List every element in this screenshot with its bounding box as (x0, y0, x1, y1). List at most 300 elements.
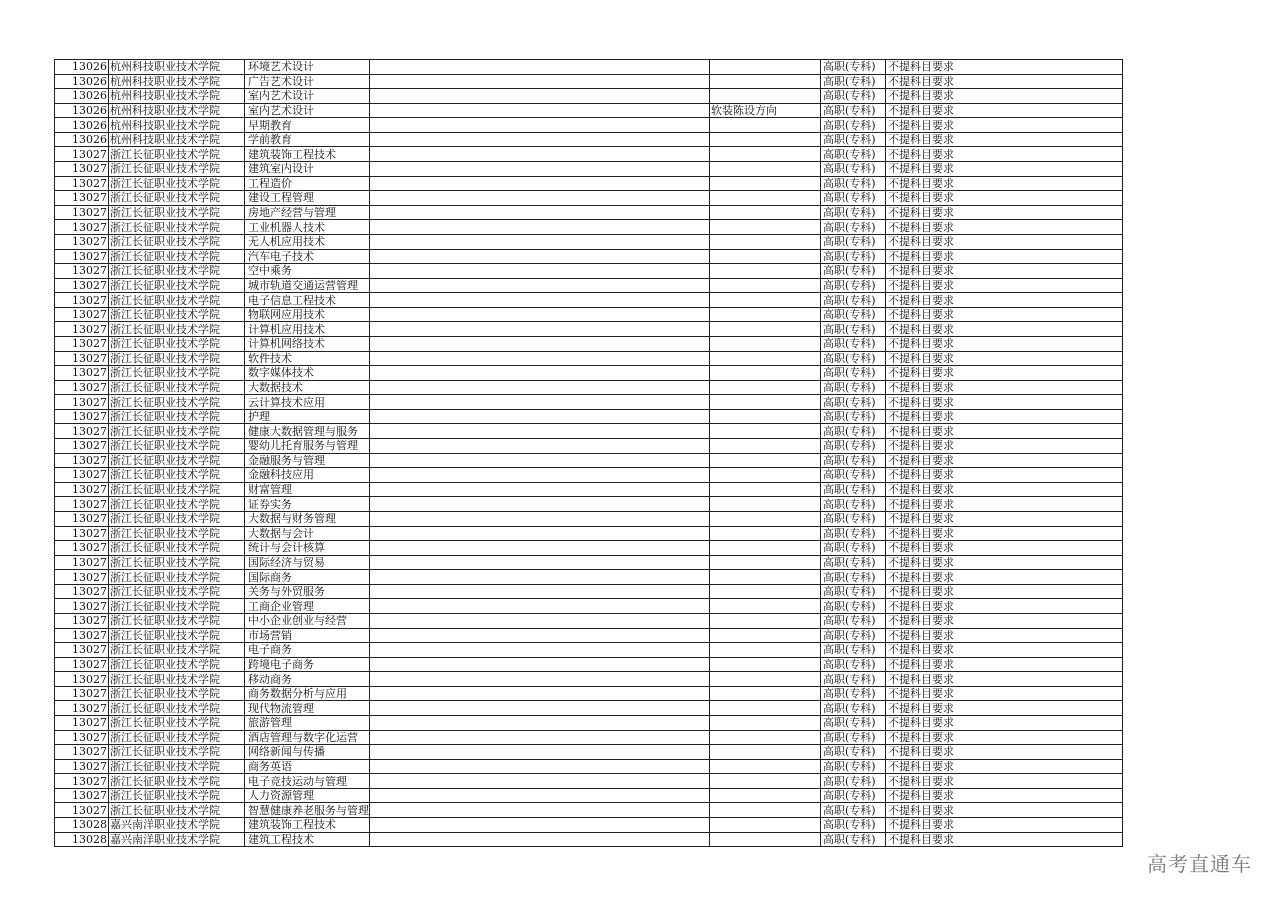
major-name-cell: 网络新闻与传播 (245, 745, 370, 760)
school-name-cell: 杭州科技职业技术学院 (109, 74, 245, 89)
table-row (55, 147, 1123, 162)
level-cell: 高职(专科) (821, 380, 886, 395)
school-code-cell: 13027 (55, 628, 109, 643)
remark-cell (370, 628, 710, 643)
major-name-cell: 金融服务与管理 (245, 453, 370, 468)
remark-cell (370, 672, 710, 687)
major-name-cell: 无人机应用技术 (245, 234, 370, 249)
subject-requirement-cell: 不提科目要求 (886, 643, 1123, 658)
subject-requirement-cell: 不提科目要求 (886, 336, 1123, 351)
direction-cell (710, 774, 821, 789)
school-name-cell: 浙江长征职业技术学院 (109, 293, 245, 308)
subject-requirement-cell: 不提科目要求 (886, 803, 1123, 818)
major-name-cell: 商务数据分析与应用 (245, 686, 370, 701)
school-name-cell: 浙江长征职业技术学院 (109, 191, 245, 206)
direction-cell (710, 803, 821, 818)
level-cell: 高职(专科) (821, 176, 886, 191)
major-name-cell: 软件技术 (245, 351, 370, 366)
level-cell: 高职(专科) (821, 336, 886, 351)
subject-requirement-cell: 不提科目要求 (886, 788, 1123, 803)
major-name-cell: 云计算技术应用 (245, 395, 370, 410)
level-cell: 高职(专科) (821, 249, 886, 264)
major-name-cell: 大数据与财务管理 (245, 511, 370, 526)
table-row (55, 176, 1123, 191)
remark-cell (370, 278, 710, 293)
subject-requirement-cell: 不提科目要求 (886, 745, 1123, 760)
subject-requirement-cell: 不提科目要求 (886, 366, 1123, 381)
subject-requirement-cell: 不提科目要求 (886, 191, 1123, 206)
table-row (55, 716, 1123, 731)
level-cell: 高职(专科) (821, 132, 886, 147)
subject-requirement-cell: 不提科目要求 (886, 759, 1123, 774)
table-row (55, 366, 1123, 381)
table-row (55, 234, 1123, 249)
major-name-cell: 工业机器人技术 (245, 220, 370, 235)
direction-cell (710, 759, 821, 774)
table-row (55, 788, 1123, 803)
direction-cell (710, 424, 821, 439)
major-name-cell: 室内艺术设计 (245, 89, 370, 104)
school-code-cell: 13027 (55, 264, 109, 279)
major-name-cell: 证券实务 (245, 497, 370, 512)
school-code-cell: 13026 (55, 132, 109, 147)
remark-cell (370, 511, 710, 526)
table-row (55, 60, 1123, 75)
school-code-cell: 13027 (55, 526, 109, 541)
level-cell: 高职(专科) (821, 570, 886, 585)
subject-requirement-cell: 不提科目要求 (886, 176, 1123, 191)
direction-cell (710, 511, 821, 526)
direction-cell (710, 613, 821, 628)
direction-cell (710, 832, 821, 847)
school-name-cell: 浙江长征职业技术学院 (109, 599, 245, 614)
school-code-cell: 13027 (55, 336, 109, 351)
school-code-cell: 13026 (55, 60, 109, 75)
direction-cell: 软装陈设方向 (710, 103, 821, 118)
direction-cell (710, 249, 821, 264)
table-row (55, 249, 1123, 264)
remark-cell (370, 701, 710, 716)
table-row (55, 570, 1123, 585)
remark-cell (370, 380, 710, 395)
subject-requirement-cell: 不提科目要求 (886, 613, 1123, 628)
direction-cell (710, 686, 821, 701)
school-name-cell: 浙江长征职业技术学院 (109, 439, 245, 454)
level-cell: 高职(专科) (821, 439, 886, 454)
table-row (55, 555, 1123, 570)
school-code-cell: 13027 (55, 293, 109, 308)
subject-requirement-cell: 不提科目要求 (886, 774, 1123, 789)
school-code-cell: 13027 (55, 191, 109, 206)
school-code-cell: 13027 (55, 774, 109, 789)
subject-requirement-cell: 不提科目要求 (886, 147, 1123, 162)
remark-cell (370, 118, 710, 133)
table-row (55, 628, 1123, 643)
remark-cell (370, 570, 710, 585)
school-name-cell: 浙江长征职业技术学院 (109, 803, 245, 818)
level-cell: 高职(专科) (821, 395, 886, 410)
table-row (55, 278, 1123, 293)
major-name-cell: 城市轨道交通运营管理 (245, 278, 370, 293)
level-cell: 高职(专科) (821, 468, 886, 483)
remark-cell (370, 307, 710, 322)
remark-cell (370, 774, 710, 789)
school-code-cell: 13027 (55, 541, 109, 556)
direction-cell (710, 366, 821, 381)
table-row (55, 643, 1123, 658)
level-cell: 高职(专科) (821, 409, 886, 424)
major-name-cell: 大数据与会计 (245, 526, 370, 541)
direction-cell (710, 453, 821, 468)
table-row (55, 395, 1123, 410)
table-row (55, 482, 1123, 497)
remark-cell (370, 745, 710, 760)
school-name-cell: 浙江长征职业技术学院 (109, 307, 245, 322)
school-name-cell: 浙江长征职业技术学院 (109, 716, 245, 731)
major-name-cell: 跨境电子商务 (245, 657, 370, 672)
major-name-cell: 房地产经营与管理 (245, 205, 370, 220)
level-cell: 高职(专科) (821, 60, 886, 75)
school-name-cell: 浙江长征职业技术学院 (109, 745, 245, 760)
remark-cell (370, 103, 710, 118)
major-name-cell: 护理 (245, 409, 370, 424)
major-name-cell: 移动商务 (245, 672, 370, 687)
school-code-cell: 13026 (55, 89, 109, 104)
level-cell: 高职(专科) (821, 643, 886, 658)
direction-cell (710, 89, 821, 104)
school-name-cell: 浙江长征职业技术学院 (109, 788, 245, 803)
table-row (55, 162, 1123, 177)
level-cell: 高职(专科) (821, 774, 886, 789)
major-name-cell: 电子信息工程技术 (245, 293, 370, 308)
subject-requirement-cell: 不提科目要求 (886, 439, 1123, 454)
school-name-cell: 浙江长征职业技术学院 (109, 234, 245, 249)
subject-requirement-cell: 不提科目要求 (886, 89, 1123, 104)
subject-requirement-cell: 不提科目要求 (886, 570, 1123, 585)
subject-requirement-cell: 不提科目要求 (886, 716, 1123, 731)
table-row (55, 439, 1123, 454)
major-name-cell: 建筑装饰工程技术 (245, 147, 370, 162)
direction-cell (710, 307, 821, 322)
table-row (55, 613, 1123, 628)
major-name-cell: 市场营销 (245, 628, 370, 643)
subject-requirement-cell: 不提科目要求 (886, 322, 1123, 337)
school-name-cell: 嘉兴南洋职业技术学院 (109, 818, 245, 833)
level-cell: 高职(专科) (821, 716, 886, 731)
subject-requirement-cell: 不提科目要求 (886, 686, 1123, 701)
level-cell: 高职(专科) (821, 278, 886, 293)
school-code-cell: 13027 (55, 716, 109, 731)
table-row (55, 453, 1123, 468)
subject-requirement-cell: 不提科目要求 (886, 832, 1123, 847)
direction-cell (710, 380, 821, 395)
school-name-cell: 浙江长征职业技术学院 (109, 424, 245, 439)
subject-requirement-cell: 不提科目要求 (886, 818, 1123, 833)
school-name-cell: 浙江长征职业技术学院 (109, 672, 245, 687)
direction-cell (710, 497, 821, 512)
subject-requirement-cell: 不提科目要求 (886, 118, 1123, 133)
level-cell: 高职(专科) (821, 657, 886, 672)
remark-cell (370, 482, 710, 497)
remark-cell (370, 803, 710, 818)
school-name-cell: 杭州科技职业技术学院 (109, 132, 245, 147)
direction-cell (710, 526, 821, 541)
remark-cell (370, 453, 710, 468)
school-name-cell: 浙江长征职业技术学院 (109, 759, 245, 774)
school-name-cell: 浙江长征职业技术学院 (109, 468, 245, 483)
subject-requirement-cell: 不提科目要求 (886, 409, 1123, 424)
school-name-cell: 浙江长征职业技术学院 (109, 278, 245, 293)
school-code-cell: 13027 (55, 482, 109, 497)
school-code-cell: 13027 (55, 599, 109, 614)
subject-requirement-cell: 不提科目要求 (886, 541, 1123, 556)
remark-cell (370, 526, 710, 541)
subject-requirement-cell: 不提科目要求 (886, 526, 1123, 541)
subject-requirement-cell: 不提科目要求 (886, 249, 1123, 264)
major-name-cell: 汽车电子技术 (245, 249, 370, 264)
subject-requirement-cell: 不提科目要求 (886, 468, 1123, 483)
major-name-cell: 工商企业管理 (245, 599, 370, 614)
level-cell: 高职(专科) (821, 803, 886, 818)
remark-cell (370, 366, 710, 381)
remark-cell (370, 584, 710, 599)
remark-cell (370, 468, 710, 483)
school-name-cell: 浙江长征职业技术学院 (109, 526, 245, 541)
school-name-cell: 浙江长征职业技术学院 (109, 409, 245, 424)
subject-requirement-cell: 不提科目要求 (886, 162, 1123, 177)
remark-cell (370, 818, 710, 833)
remark-cell (370, 716, 710, 731)
direction-cell (710, 672, 821, 687)
school-code-cell: 13027 (55, 395, 109, 410)
direction-cell (710, 788, 821, 803)
level-cell: 高职(专科) (821, 74, 886, 89)
school-name-cell: 浙江长征职业技术学院 (109, 336, 245, 351)
direction-cell (710, 336, 821, 351)
direction-cell (710, 60, 821, 75)
level-cell: 高职(专科) (821, 220, 886, 235)
school-code-cell: 13027 (55, 570, 109, 585)
major-name-cell: 数字媒体技术 (245, 366, 370, 381)
school-code-cell: 13026 (55, 74, 109, 89)
remark-cell (370, 439, 710, 454)
school-name-cell: 浙江长征职业技术学院 (109, 774, 245, 789)
subject-requirement-cell: 不提科目要求 (886, 307, 1123, 322)
table-row (55, 730, 1123, 745)
level-cell: 高职(专科) (821, 672, 886, 687)
subject-requirement-cell: 不提科目要求 (886, 701, 1123, 716)
school-code-cell: 13027 (55, 497, 109, 512)
major-name-cell: 工程造价 (245, 176, 370, 191)
subject-requirement-cell: 不提科目要求 (886, 555, 1123, 570)
table-row (55, 526, 1123, 541)
school-name-cell: 浙江长征职业技术学院 (109, 555, 245, 570)
table-row (55, 745, 1123, 760)
remark-cell (370, 832, 710, 847)
school-name-cell: 浙江长征职业技术学院 (109, 351, 245, 366)
remark-cell (370, 686, 710, 701)
subject-requirement-cell: 不提科目要求 (886, 497, 1123, 512)
school-code-cell: 13027 (55, 380, 109, 395)
school-code-cell: 13026 (55, 118, 109, 133)
subject-requirement-cell: 不提科目要求 (886, 293, 1123, 308)
school-name-cell: 浙江长征职业技术学院 (109, 162, 245, 177)
direction-cell (710, 745, 821, 760)
subject-requirement-cell: 不提科目要求 (886, 628, 1123, 643)
direction-cell (710, 147, 821, 162)
major-name-cell: 建筑工程技术 (245, 832, 370, 847)
level-cell: 高职(专科) (821, 307, 886, 322)
major-name-cell: 酒店管理与数字化运营 (245, 730, 370, 745)
direction-cell (710, 176, 821, 191)
direction-cell (710, 293, 821, 308)
direction-cell (710, 818, 821, 833)
remark-cell (370, 74, 710, 89)
remark-cell (370, 424, 710, 439)
school-name-cell: 浙江长征职业技术学院 (109, 613, 245, 628)
subject-requirement-cell: 不提科目要求 (886, 132, 1123, 147)
table-row (55, 132, 1123, 147)
major-name-cell: 旅游管理 (245, 716, 370, 731)
remark-cell (370, 89, 710, 104)
level-cell: 高职(专科) (821, 453, 886, 468)
direction-cell (710, 409, 821, 424)
remark-cell (370, 176, 710, 191)
major-name-cell: 财富管理 (245, 482, 370, 497)
subject-requirement-cell: 不提科目要求 (886, 380, 1123, 395)
school-name-cell: 浙江长征职业技术学院 (109, 701, 245, 716)
table-row (55, 774, 1123, 789)
school-name-cell: 浙江长征职业技术学院 (109, 686, 245, 701)
remark-cell (370, 541, 710, 556)
school-name-cell: 浙江长征职业技术学院 (109, 511, 245, 526)
table-row (55, 818, 1123, 833)
subject-requirement-cell: 不提科目要求 (886, 482, 1123, 497)
major-name-cell: 建设工程管理 (245, 191, 370, 206)
school-code-cell: 13027 (55, 439, 109, 454)
direction-cell (710, 570, 821, 585)
major-name-cell: 电子竞技运动与管理 (245, 774, 370, 789)
school-name-cell: 浙江长征职业技术学院 (109, 249, 245, 264)
table-row (55, 74, 1123, 89)
level-cell: 高职(专科) (821, 818, 886, 833)
level-cell: 高职(专科) (821, 205, 886, 220)
school-code-cell: 13028 (55, 818, 109, 833)
level-cell: 高职(专科) (821, 613, 886, 628)
school-code-cell: 13027 (55, 745, 109, 760)
school-code-cell: 13027 (55, 147, 109, 162)
subject-requirement-cell: 不提科目要求 (886, 351, 1123, 366)
level-cell: 高职(专科) (821, 322, 886, 337)
table-row (55, 264, 1123, 279)
school-code-cell: 13027 (55, 686, 109, 701)
direction-cell (710, 220, 821, 235)
school-code-cell: 13027 (55, 672, 109, 687)
school-code-cell: 13027 (55, 409, 109, 424)
school-name-cell: 浙江长征职业技术学院 (109, 395, 245, 410)
school-code-cell: 13027 (55, 613, 109, 628)
remark-cell (370, 264, 710, 279)
direction-cell (710, 716, 821, 731)
major-name-cell: 健康大数据管理与服务 (245, 424, 370, 439)
major-name-cell: 婴幼儿托育服务与管理 (245, 439, 370, 454)
remark-cell (370, 147, 710, 162)
school-name-cell: 浙江长征职业技术学院 (109, 584, 245, 599)
direction-cell (710, 657, 821, 672)
school-name-cell: 杭州科技职业技术学院 (109, 118, 245, 133)
direction-cell (710, 584, 821, 599)
subject-requirement-cell: 不提科目要求 (886, 60, 1123, 75)
school-code-cell: 13027 (55, 453, 109, 468)
school-code-cell: 13027 (55, 657, 109, 672)
school-name-cell: 浙江长征职业技术学院 (109, 453, 245, 468)
level-cell: 高职(专科) (821, 147, 886, 162)
direction-cell (710, 132, 821, 147)
level-cell: 高职(专科) (821, 511, 886, 526)
major-name-cell: 现代物流管理 (245, 701, 370, 716)
direction-cell (710, 191, 821, 206)
school-code-cell: 13028 (55, 832, 109, 847)
direction-cell (710, 264, 821, 279)
remark-cell (370, 730, 710, 745)
direction-cell (710, 468, 821, 483)
level-cell: 高职(专科) (821, 497, 886, 512)
level-cell: 高职(专科) (821, 351, 886, 366)
table-row (55, 220, 1123, 235)
direction-cell (710, 74, 821, 89)
school-code-cell: 13027 (55, 176, 109, 191)
table-row (55, 468, 1123, 483)
table-row (55, 497, 1123, 512)
school-name-cell: 浙江长征职业技术学院 (109, 730, 245, 745)
remark-cell (370, 322, 710, 337)
school-name-cell: 浙江长征职业技术学院 (109, 497, 245, 512)
school-name-cell: 浙江长征职业技术学院 (109, 322, 245, 337)
remark-cell (370, 336, 710, 351)
table-row (55, 686, 1123, 701)
subject-requirement-cell: 不提科目要求 (886, 657, 1123, 672)
school-code-cell: 13027 (55, 307, 109, 322)
major-name-cell: 室内艺术设计 (245, 103, 370, 118)
school-code-cell: 13027 (55, 366, 109, 381)
major-name-cell: 中小企业创业与经营 (245, 613, 370, 628)
table-body (55, 60, 1123, 847)
level-cell: 高职(专科) (821, 89, 886, 104)
major-name-cell: 建筑室内设计 (245, 162, 370, 177)
level-cell: 高职(专科) (821, 264, 886, 279)
table-row (55, 322, 1123, 337)
table-row (55, 672, 1123, 687)
major-name-cell: 计算机应用技术 (245, 322, 370, 337)
level-cell: 高职(专科) (821, 366, 886, 381)
remark-cell (370, 205, 710, 220)
school-name-cell: 浙江长征职业技术学院 (109, 628, 245, 643)
school-code-cell: 13027 (55, 278, 109, 293)
remark-cell (370, 162, 710, 177)
table-row (55, 103, 1123, 118)
level-cell: 高职(专科) (821, 628, 886, 643)
table-row (55, 657, 1123, 672)
level-cell: 高职(专科) (821, 424, 886, 439)
level-cell: 高职(专科) (821, 118, 886, 133)
direction-cell (710, 205, 821, 220)
school-name-cell: 浙江长征职业技术学院 (109, 541, 245, 556)
direction-cell (710, 730, 821, 745)
level-cell: 高职(专科) (821, 555, 886, 570)
subject-requirement-cell: 不提科目要求 (886, 234, 1123, 249)
direction-cell (710, 278, 821, 293)
direction-cell (710, 439, 821, 454)
